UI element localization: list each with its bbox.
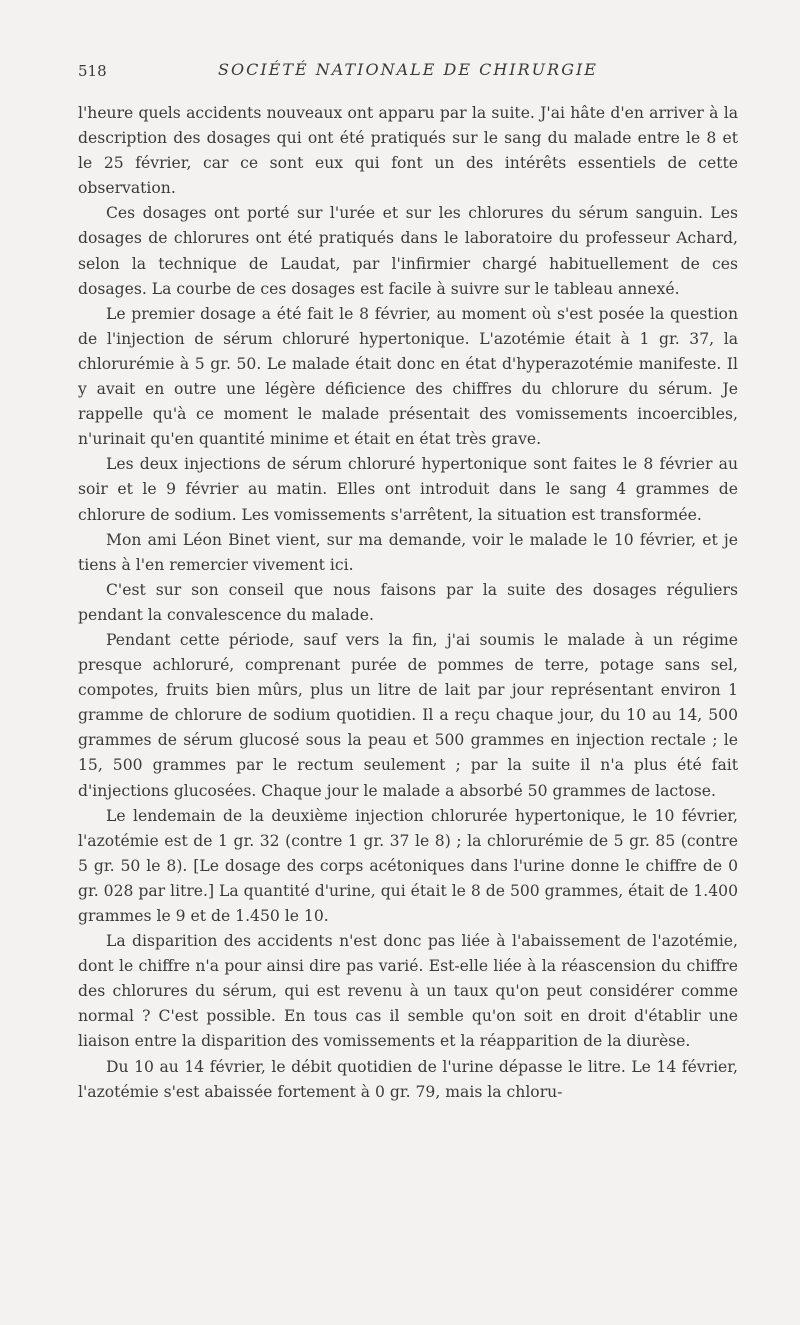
- paragraph: Le lendemain de la deuxième injection chlorurée hypertonique, le 10 février, l'azotémie est de 1 gr. 32 (contre 1 gr. 37 le 8) ; la chlorurémie de 5 gr. 85 (contre 5 gr. 50 le 8). [Le dosage des corps acétoniques dans l'urine donne le chiffre de 0 gr. 028 par litre.] La quantité d'urine, qui était le 8 de 500 grammes, était de 1.400 grammes le 9 et de 1.450 le 10.: [78, 806, 738, 925]
- paragraph: La disparition des accidents n'est donc pas liée à l'abaissement de l'azotémie, dont le chiffre n'a pour ainsi dire pas varié. Est-elle liée à la réascension du chiffre des chlorures du sérum, qui est revenu à un taux qu'on peut considérer comme normal ? C'est possible. En tous cas il semble qu'on soit en droit d'établir une liaison entre la disparition des vomissements et la réapparition de la diurèse.: [78, 932, 738, 1051]
- paragraph: Pendant cette période, sauf vers la fin, j'ai soumis le malade à un régime presque achloruré, comprenant purée de pommes de terre, potage sans sel, compotes, fruits bien mûrs, plus un litre de lait par jour représentant environ 1 gramme de chlorure de sodium quotidien. Il a reçu chaque jour, du 10 au 14, 500 grammes de sérum glucosé sous la peau et 500 grammes en injection rectale ; le 15, 500 grammes par le rectum seulement ; par la suite il n'a plus été fait d'injections glucosées. Chaque jour le malade a absorbé 50 grammes de lactose.: [78, 630, 738, 800]
- paragraph: Mon ami Léon Binet vient, sur ma demande, voir le malade le 10 février, et je tiens à l'en remercier vivement ici.: [78, 530, 738, 574]
- body-text: [78, 101, 738, 1105]
- paragraph: C'est sur son conseil que nous faisons par la suite des dosages réguliers pendant la convalescence du malade.: [78, 580, 738, 624]
- paragraph: Ces dosages ont porté sur l'urée et sur les chlorures du sérum sanguin. Les dosages de chlorures ont été pratiqués dans le laboratoire du professeur Achard, selon la technique de Laudat, par l'infirmier chargé habituellement de ces dosages. La courbe de ces dosages est facile à suivre sur le tableau annexé.: [78, 204, 738, 298]
- running-head: [78, 60, 738, 84]
- paragraph: Le premier dosage a été fait le 8 février, au moment où s'est posée la question de l'injection de sérum chloruré hypertonique. L'azotémie était à 1 gr. 37, la chlorurémie à 5 gr. 50. Le malade était donc en état d'hyperazotémie manifeste. Il y avait en outre une légère déficience des chiffres du chlorure du sérum. Je rappelle qu'à ce moment le malade présentait des vomissements incoercibles, n'urinait qu'en quantité minime et était en état très grave.: [78, 304, 738, 449]
- journal-title: SOCIÉTÉ NATIONALE DE CHIRURGIE: [218, 60, 598, 79]
- paragraph: Les deux injections de sérum chloruré hypertonique sont faites le 8 février au soir et le 9 février au matin. Elles ont introduit dans le sang 4 grammes de chlorure de sodium. Les vomissements s'arrêtent, la situation est transformée.: [78, 455, 738, 524]
- paragraph: Du 10 au 14 février, le débit quotidien de l'urine dépasse le litre. Le 14 février, l'azotémie s'est abaissée fortement à 0 gr. 79, mais la chloru-: [78, 1057, 738, 1101]
- page-number: 518: [78, 62, 107, 80]
- paragraph-continued: l'heure quels accidents nouveaux ont apparu par la suite. J'ai hâte d'en arriver à la description des dosages qui ont été pratiqués sur le sang du malade entre le 8 et le 25 février, car ce sont eux qui font un des intérêts essentiels de cette observation.: [78, 104, 738, 198]
